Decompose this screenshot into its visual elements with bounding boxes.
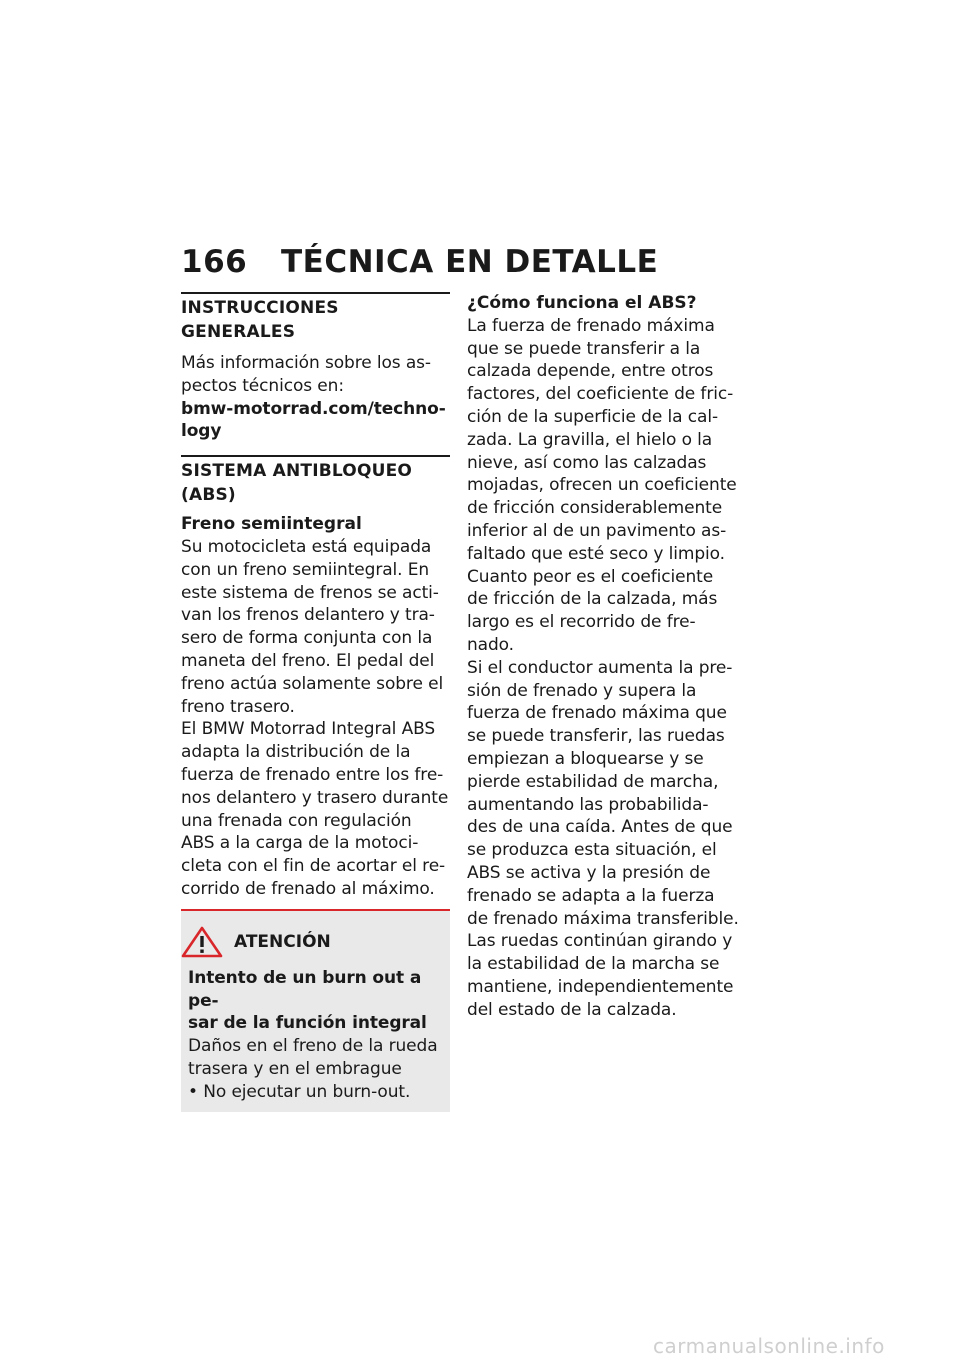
warning-action: • No ejecutar un burn-out. <box>188 1081 411 1102</box>
abs-paragraph-2: Si el conductor aumenta la pre- sión de frenado y supera la fuerza de frenado máxima que se puede transferir, las ruedas empiezan a bloquearse y se pierde estabilidad de marcha, aumentando las probabilida- des de una caída. Antes de que se produzca esta situación, el ABS se activa y la presión de frenado se adapta a la fuerza de frenado máxima transferible. Las ruedas continúan girando y la estabilidad de la marcha se mantiene, independientemente del estado de la calzada. <box>467 657 739 1020</box>
general-info-text: Más información sobre los as- pectos técnicos en: bmw-motorrad.com/techno- logy <box>181 353 446 442</box>
semiintegral-paragraph: Su motocicleta está equipada con un freno semiintegral. En este sistema de frenos se acti- van los frenos delantero y tra- sero de forma conjunta con la maneta del freno. El pedal del freno actúa solamente sobre el freno trasero. <box>181 536 444 717</box>
warning-cause: Intento de un burn out a pe- sar de la función integral <box>188 967 427 1034</box>
page-header <box>181 242 781 282</box>
warning-consequence: Daños en el freno de la rueda trasera y en el embrague <box>188 1036 438 1079</box>
abs-paragraph-1: La fuerza de frenado máxima que se puede transferir a la calzada depende, entre otros factores, del coeficiente de fric- ción de la superficie de la cal- zada. La gravilla, el hielo o la nieve, así como las calzadas mojadas, ofrecen un coeficiente de fricción considerablemente inferior al de un pavimento as- faltado que esté seco y limpio. Cuanto peor es el coeficiente de fricción de la calzada, más largo es el recorrido de fre- nado. <box>467 315 737 655</box>
techno-link[interactable]: bmw-motorrad.com/techno- logy <box>181 398 446 442</box>
section-heading-abs: SISTEMA ANTIBLOQUEO (ABS) <box>181 461 413 506</box>
section-divider <box>181 455 450 457</box>
section-divider <box>181 292 450 294</box>
warning-header <box>180 925 443 959</box>
subheading-how-abs-works: ¿Cómo funciona el ABS? <box>467 293 697 313</box>
warning-title: ATENCIÓN <box>234 931 331 952</box>
warning-box <box>181 909 450 1112</box>
site-watermark: carmanualsonline.info <box>653 1334 885 1358</box>
warning-triangle-icon <box>180 925 224 959</box>
integral-abs-paragraph: El BMW Motorrad Integral ABS adapta la distribución de la fuerza de frenado entre los fre- nos delantero y trasero durante una frenada con regulación ABS a la carga de la motoci- cleta con el fin de acortar el re- corrido de frenado al máximo. <box>181 719 449 899</box>
subheading-semiintegral: Freno semiintegral <box>181 514 362 535</box>
section-heading-general: INSTRUCCIONES GENERALES <box>181 298 339 342</box>
chapter-title: TÉCNICA EN DETALLE <box>281 244 659 280</box>
page-number: 166 <box>181 244 248 280</box>
right-column <box>467 292 740 1022</box>
left-column <box>181 292 450 1112</box>
